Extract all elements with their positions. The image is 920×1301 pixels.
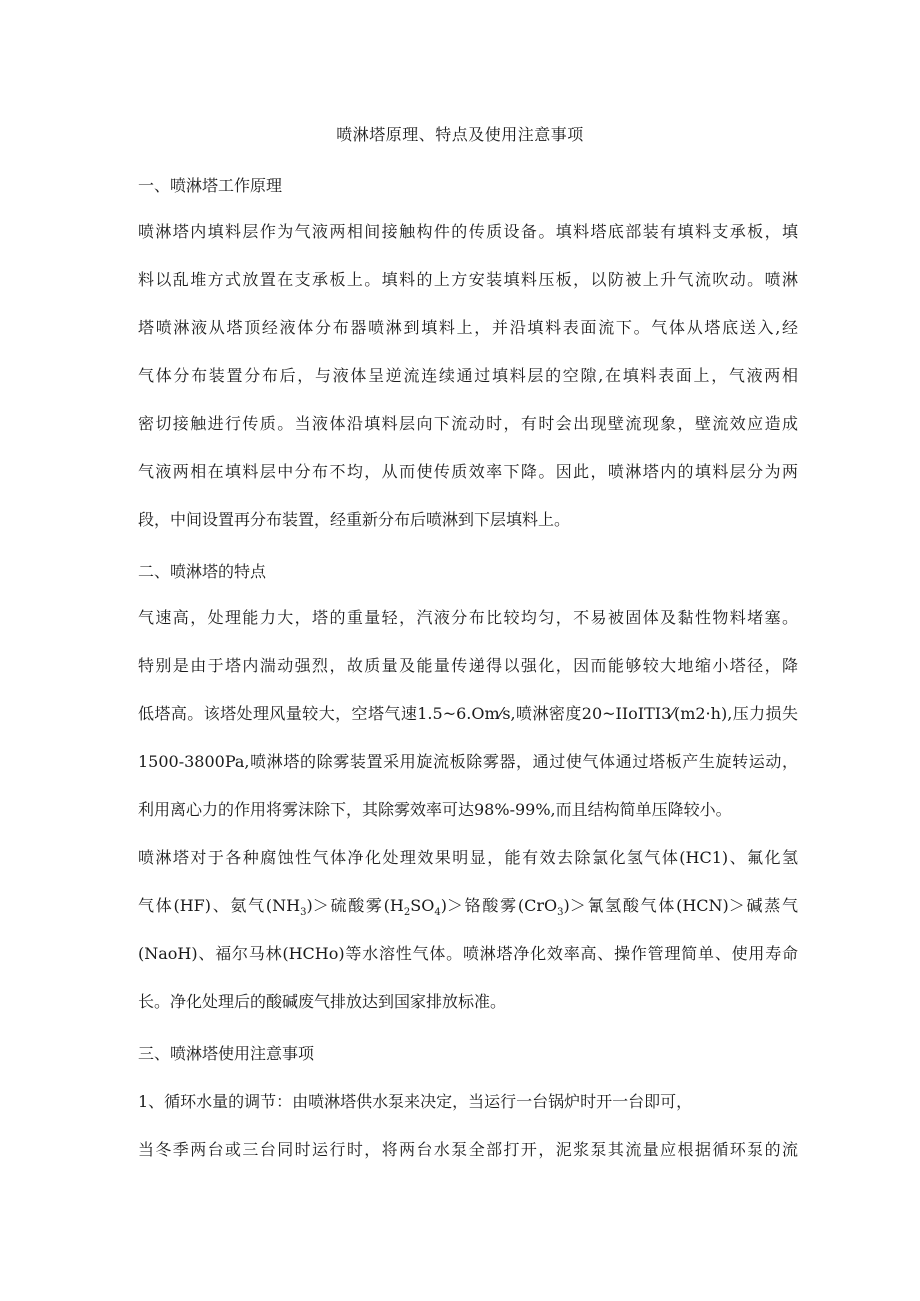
text-run: )＞硫酸雾(H [306,896,404,915]
paragraph-line: 1500-3800Pa,喷淋塔的除雾装置采用旋流板除雾器，通过使气体通过塔板产生旋转运动， [138,752,798,771]
paragraph-line: 低塔高。该塔处理风量较大，空塔气速1.5~6.Om⁄s,喷淋密度20~IIoITI3⁄(m2·h),压力损失 [138,704,798,723]
text-run: 气体(HF)、氨气(NH [138,896,301,915]
subscript: 4 [434,907,441,919]
paragraph-line: 长。净化处理后的酸碱废气排放达到国家排放标准。 [138,992,507,1011]
paragraph-line: 喷淋塔对于各种腐蚀性气体净化处理效果明显，能有效去除氯化氢气体(HC1)、氟化氢 [138,848,798,867]
section-heading-features: 二、喷淋塔的特点 [138,562,267,581]
paragraph-line: 段，中间设置再分布装置，经重新分布后喷淋到下层填料上。 [138,510,571,529]
paragraph-line: 利用离心力的作用将雾沫除下，其除雾效率可达98%-99%,而且结构简单压降较小。 [138,800,732,819]
paragraph-line: 气液两相在填料层中分布不均，从而使传质效率下降。因此，喷淋塔内的填料层分为两 [138,462,798,481]
text-run: )＞氰氢酸气体(HCN)＞碱蒸气 [563,896,798,915]
section-heading-notes: 三、喷淋塔使用注意事项 [138,1044,315,1063]
list-item: 1、循环水量的调节：由喷淋塔供水泵来决定，当运行一台锅炉时开一台即可， [138,1092,693,1111]
paragraph-line: 喷淋塔内填料层作为气液两相间接触构件的传质设备。填料塔底部装有填料支承板，填 [138,222,798,241]
document-title: 喷淋塔原理、特点及使用注意事项 [336,125,584,144]
paragraph-line: 当冬季两台或三台同时运行时，将两台水泵全部打开，泥浆泵其流量应根据循环泵的流 [138,1140,798,1159]
text-run: )＞铬酸雾(CrO [440,896,558,915]
paragraph-line-chemicals [138,895,798,917]
paragraph-line: 密切接触进行传质。当液体沿填料层向下流动时，有时会出现壁流现象，壁流效应造成 [138,414,798,433]
section-heading-principle: 一、喷淋塔工作原理 [138,176,283,195]
paragraph-line: 气体分布装置分布后，与液体呈逆流连续通过填料层的空隙,在填料表面上，气液两相 [138,366,798,385]
subscript: 2 [403,907,411,919]
paragraph-line: (NaoH)、福尔马林(HCHo)等水溶性气体。喷淋塔净化效率高、操作管理简单、使用寿命 [138,944,798,963]
subscript: 3 [300,907,307,919]
paragraph-line: 特别是由于塔内湍动强烈，故质量及能量传递得以强化，因而能够较大地缩小塔径，降 [138,656,798,675]
paragraph-line: 气速高，处理能力大，塔的重量轻，汽液分布比较均匀，不易被固体及黏性物料堵塞。 [138,608,798,627]
text-run: SO [410,896,435,915]
paragraph-line: 料以乱堆方式放置在支承板上。填料的上方安装填料压板，以防被上升气流吹动。喷淋 [138,270,798,289]
paragraph-line: 塔喷淋液从塔顶经液体分布器喷淋到填料上，并沿填料表面流下。气体从塔底送入,经 [138,318,798,337]
subscript: 3 [557,907,564,919]
